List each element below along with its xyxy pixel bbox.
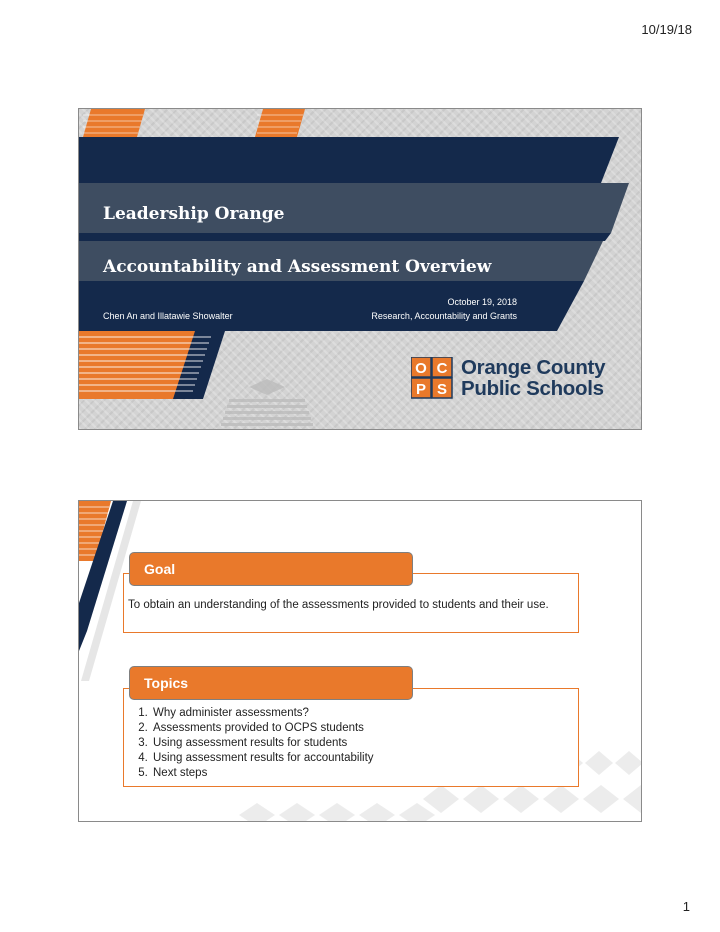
department: Research, Accountability and Grants	[371, 311, 517, 321]
topic-item: 4. Using assessment results for accountability	[151, 751, 374, 766]
page-date: 10/19/18	[641, 22, 692, 37]
logo-letter-p: P	[415, 381, 427, 398]
title-slide	[78, 108, 642, 430]
topic-item: 3. Using assessment results for students	[151, 736, 374, 751]
slide-subtitle: Accountability and Assessment Overview	[103, 257, 492, 277]
logo-text-line2: Public Schools	[461, 377, 604, 400]
logo-letter-s: S	[436, 381, 448, 398]
logo-text-line1: Orange County	[461, 356, 606, 379]
agenda-slide	[78, 500, 642, 822]
logo-letter-o: O	[415, 360, 427, 377]
slide-title: Leadership Orange	[103, 204, 285, 224]
presenters: Chen An and Illatawie Showalter	[103, 311, 233, 321]
page-number: 1	[682, 899, 690, 914]
topic-item: 1. Why administer assessments?	[151, 706, 374, 721]
presentation-date: October 19, 2018	[447, 297, 517, 307]
goal-header: Goal	[129, 552, 413, 586]
ocps-logo-icon	[411, 357, 453, 399]
topics-header: Topics	[129, 666, 413, 700]
topic-item: 5. Next steps	[151, 766, 374, 781]
goal-text: To obtain an understanding of the assessments provided to students and their use.	[128, 599, 549, 611]
gray-chevron-decoration	[221, 379, 313, 426]
topic-item: 2. Assessments provided to OCPS students	[151, 721, 374, 736]
navy-band-top	[79, 137, 619, 183]
topics-list	[129, 706, 374, 781]
logo-letter-c: C	[436, 360, 448, 377]
